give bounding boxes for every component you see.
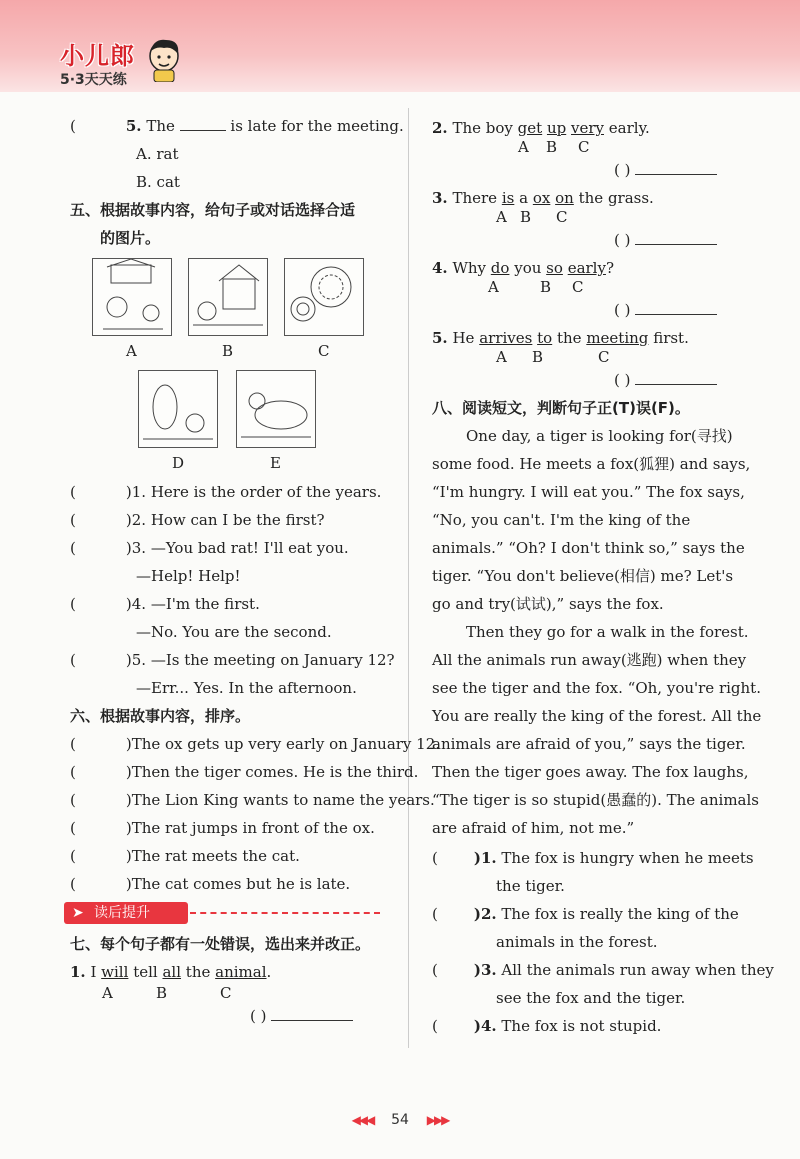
option-letter: A [496, 208, 507, 226]
cat-rat-picture-icon [139, 371, 217, 447]
sec6-item: ( )The Lion King wants to name the years. [70, 791, 435, 809]
column-divider [408, 108, 409, 1048]
correction-line[interactable] [271, 1006, 353, 1021]
house-animals-picture-icon [189, 259, 267, 335]
sec8-item-3-cont: see the fox and the tiger. [496, 989, 686, 1007]
picture-a [92, 258, 172, 336]
picture-d [138, 370, 218, 448]
picture-b [188, 258, 268, 336]
option-letter: B [156, 984, 168, 1002]
sec8-item-1-cont: the tiger. [496, 877, 565, 895]
sec7-q3-answer [614, 230, 717, 250]
option-b: B. cat [136, 173, 180, 191]
sec6-item: ( )The ox gets up very early on January 12. [70, 735, 441, 753]
section-5-title: 五、根据故事内容，给句子或对话选择合适 [70, 201, 356, 219]
page-number: 54 [391, 1112, 409, 1128]
option-letter: B [540, 278, 552, 296]
passage-line: animals are afraid of you,” says the tiger. [432, 735, 746, 753]
correction-line[interactable] [635, 300, 717, 315]
passage-line: “No, you can't. I'm the king of the [432, 511, 691, 529]
picture-c-label: C [318, 342, 330, 360]
passage-line: see the tiger and the fox. “Oh, you're right. [432, 679, 761, 697]
option-letter: C [578, 138, 590, 156]
sec7-q5: 5. He arrives to the meeting first. [432, 329, 689, 347]
sec8-item-4: ( )4. The fox is not stupid. [432, 1017, 662, 1035]
sec7-q4: 4. Why do you so early? [432, 259, 614, 277]
passage-line: animals.” “Oh? I don't think so,” says the [432, 539, 745, 557]
passage-line: tiger. “You don't believe(相信) me? Let's [432, 567, 734, 585]
banner-dashed-line [190, 912, 380, 914]
reading-banner: ➤ 读后提升 [64, 902, 188, 924]
mascot-boy-icon [146, 36, 182, 82]
passage-line: “I'm hungry. I will eat you.” The fox says, [432, 483, 745, 501]
sec7-q1-answer [250, 1006, 353, 1026]
option-letter: B [546, 138, 558, 156]
passage-line: Then they go for a walk in the forest. [466, 623, 749, 641]
sec5-item-5: ( )5. —Is the meeting on January 12? [70, 651, 395, 669]
sec6-item: ( )The rat meets the cat. [70, 847, 300, 865]
option-a: A. rat [136, 145, 179, 163]
picture-e [236, 370, 316, 448]
sec8-item-2-cont: animals in the forest. [496, 933, 658, 951]
sec5-item-2: ( )2. How can I be the first? [70, 511, 325, 529]
sec5-item-4: ( )4. —I'm the first. [70, 595, 260, 613]
answer-blank[interactable] [180, 116, 226, 131]
right-arrows-icon: ▶▶▶ [426, 1113, 449, 1127]
picture-e-label: E [270, 454, 281, 472]
sec5-item-4-cont: —No. You are the second. [136, 623, 332, 641]
answer-paren[interactable]: ( ) [614, 371, 631, 389]
picture-d-label: D [172, 454, 185, 472]
sec7-q5-answer [614, 370, 717, 390]
picture-b-label: B [222, 342, 234, 360]
sec5-item-3-cont: —Help! Help! [136, 567, 241, 585]
page-footer [0, 1112, 800, 1128]
brand-subtitle: 5·3天天练 [60, 72, 127, 88]
option-letter: B [520, 208, 532, 226]
sec5-item-1: ( )1. Here is the order of the years. [70, 483, 382, 501]
option-letter: A [518, 138, 529, 156]
brand-logo [60, 36, 135, 89]
option-letter: C [572, 278, 584, 296]
passage-line: One day, a tiger is looking for(寻找) [466, 427, 733, 445]
sec7-q1: 1. I will tell all the animal. [70, 963, 272, 981]
sec7-q2-answer [614, 160, 717, 180]
sec6-item: ( )The cat comes but he is late. [70, 875, 351, 893]
answer-paren[interactable]: ( ) [614, 231, 631, 249]
sec5-item-5-cont: —Err... Yes. In the afternoon. [136, 679, 357, 697]
left-arrows-icon: ◀◀◀ [351, 1113, 374, 1127]
sec7-q3: 3. There is a ox on the grass. [432, 189, 654, 207]
section-7-title: 七、每个句子都有一处错误，选出来并改正。 [70, 935, 371, 953]
correction-line[interactable] [635, 160, 717, 175]
correction-line[interactable] [635, 370, 717, 385]
sec5-item-3: ( )3. —You bad rat! I'll eat you. [70, 539, 349, 557]
section-6-title: 六、根据故事内容，排序。 [70, 707, 251, 725]
section-5-title-cont: 的图片。 [100, 229, 161, 247]
passage-line: are afraid of him, not me.” [432, 819, 635, 837]
banner-arrow-icon: ➤ [72, 905, 84, 921]
q5-prev: ( 5. The is late for the meeting. [70, 117, 404, 135]
sec8-item-1: ( )1. The fox is hungry when he meets [432, 849, 754, 867]
picture-c [284, 258, 364, 336]
sec7-q2: 2. The boy get up very early. [432, 119, 650, 137]
option-letter: A [102, 984, 113, 1002]
option-letter: C [598, 348, 610, 366]
option-letter: B [532, 348, 544, 366]
passage-line: “The tiger is so stupid(愚蠢的). The animals [432, 791, 759, 809]
correction-line[interactable] [635, 230, 717, 245]
option-letter: A [488, 278, 499, 296]
sec8-item-3: ( )3. All the animals run away when they [432, 961, 774, 979]
section-8-title: 八、阅读短文，判断句子正(T)误(F)。 [432, 399, 690, 417]
sec6-item: ( )Then the tiger comes. He is the third. [70, 763, 419, 781]
option-letter: C [220, 984, 232, 1002]
sec7-q4-answer [614, 300, 717, 320]
ox-rat-picture-icon [237, 371, 315, 447]
lion-zodiac-picture-icon [285, 259, 363, 335]
rat-cat-picture-icon [93, 259, 171, 335]
option-letter: A [496, 348, 507, 366]
answer-paren[interactable]: ( ) [614, 161, 631, 179]
passage-line: Then the tiger goes away. The fox laughs, [432, 763, 749, 781]
brand-title: 小儿郎 [60, 42, 135, 70]
option-letter: C [556, 208, 568, 226]
answer-paren[interactable]: ( ) [250, 1007, 267, 1025]
passage-line: All the animals run away(逃跑) when they [432, 651, 747, 669]
sec8-item-2: ( )2. The fox is really the king of the [432, 905, 739, 923]
passage-line: You are really the king of the forest. All the [432, 707, 762, 725]
answer-paren[interactable]: ( ) [614, 301, 631, 319]
picture-a-label: A [126, 342, 137, 360]
passage-line: some food. He meets a fox(狐狸) and says, [432, 455, 751, 473]
sec6-item: ( )The rat jumps in front of the ox. [70, 819, 375, 837]
passage-line: go and try(试试),” says the fox. [432, 595, 664, 613]
